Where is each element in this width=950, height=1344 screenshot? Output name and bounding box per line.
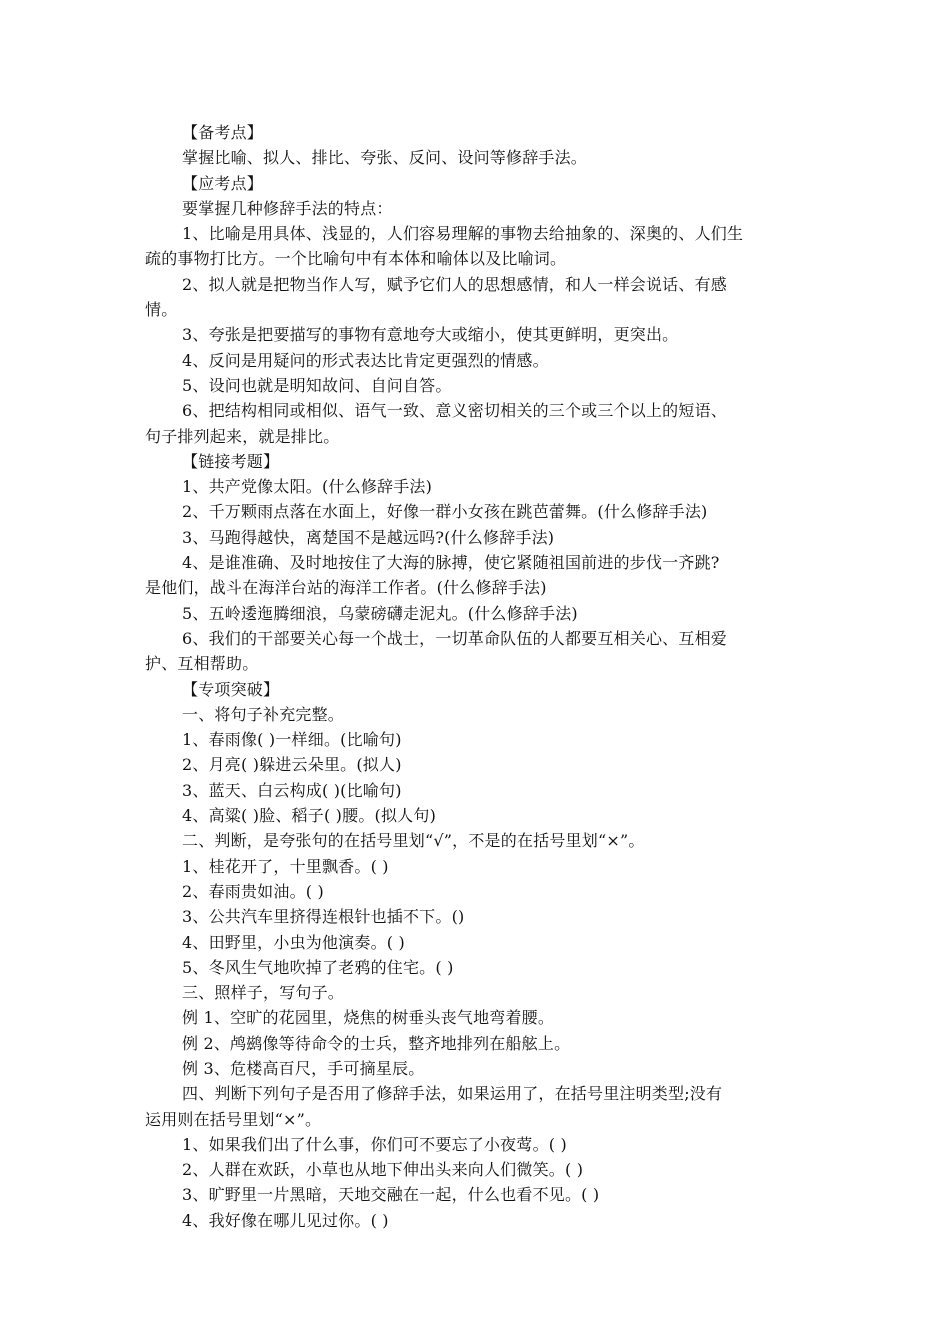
exercise-item: 4、我好像在哪儿见过你。( ) xyxy=(182,1210,389,1230)
exercise-item: 2、人群在欢跃，小草也从地下伸出头来向人们微笑。( ) xyxy=(182,1160,584,1180)
section-heading-lianjiekaoti: 【链接考题】 xyxy=(182,451,280,471)
exercise-heading: 一、将句子补充完整。 xyxy=(182,704,345,724)
exercise-item: 3、蓝天、白云构成( )(比喻句) xyxy=(182,780,402,800)
list-item-continuation: 句子排列起来，就是排比。 xyxy=(145,426,340,446)
list-item-continuation: 疏的事物打比方。一个比喻句中有本体和喻体以及比喻词。 xyxy=(145,249,567,269)
exercise-item: 3、旷野里一片黑暗，天地交融在一起，什么也看不见。( ) xyxy=(182,1185,600,1205)
list-item: 5、设问也就是明知故问、自问自答。 xyxy=(182,375,452,395)
question-item-continuation: 护、互相帮助。 xyxy=(145,654,259,674)
paragraph: 要掌握几种修辞手法的特点： xyxy=(182,198,393,218)
list-item: 4、反问是用疑问的形式表达比肯定更强烈的情感。 xyxy=(182,350,549,370)
question-item: 6、我们的干部要关心每一个战士，一切革命队伍的人都要互相关心、互相爱 xyxy=(182,628,727,648)
list-item: 6、把结构相同或相似、语气一致、意义密切相关的三个或三个以上的短语、 xyxy=(182,401,727,421)
exercise-item: 4、田野里，小虫为他演奏。( ) xyxy=(182,932,405,952)
example-item: 例 2、鸬鹚像等待命令的士兵，整齐地排列在船舷上。 xyxy=(182,1033,571,1053)
list-item: 3、夸张是把要描写的事物有意地夸大或缩小，使其更鲜明，更突出。 xyxy=(182,325,679,345)
question-item-continuation: 是他们，战斗在海洋台站的海洋工作者。(什么修辞手法) xyxy=(145,578,547,598)
list-item-continuation: 情。 xyxy=(145,300,178,320)
paragraph: 掌握比喻、拟人、排比、夸张、反问、设问等修辞手法。 xyxy=(182,148,588,168)
exercise-heading: 四、判断下列句子是否用了修辞手法，如果运用了，在括号里注明类型;没有 xyxy=(182,1084,723,1104)
question-item: 5、五岭逶迤腾细浪，乌蒙磅礴走泥丸。(什么修辞手法) xyxy=(182,603,578,623)
question-item: 2、千万颗雨点落在水面上，好像一群小女孩在跳芭蕾舞。(什么修辞手法) xyxy=(182,502,708,522)
example-item: 例 3、危楼高百尺，手可摘星辰。 xyxy=(182,1058,425,1078)
exercise-item: 1、如果我们出了什么事，你们可不要忘了小夜莺。( ) xyxy=(182,1134,567,1154)
section-heading-zhuanxiangtupo: 【专项突破】 xyxy=(182,679,280,699)
exercise-item: 1、桂花开了，十里飘香。( ) xyxy=(182,856,389,876)
exercise-item: 4、高粱( )脸、稻子( )腰。(拟人句) xyxy=(182,806,437,826)
exercise-heading-continuation: 运用则在括号里划“×”。 xyxy=(145,1109,322,1129)
question-item: 1、共产党像太阳。(什么修辞手法) xyxy=(182,477,433,497)
list-item: 1、比喻是用具体、浅显的，人们容易理解的事物去给抽象的、深奥的、人们生 xyxy=(182,224,744,244)
exercise-item: 5、冬风生气地吹掉了老鸦的住宅。( ) xyxy=(182,957,454,977)
exercise-heading: 三、照样子，写句子。 xyxy=(182,983,345,1003)
section-heading-beikaodian: 【备考点】 xyxy=(182,123,264,142)
document-body xyxy=(145,120,813,1233)
exercise-item: 3、公共汽车里挤得连根针也插不下。() xyxy=(182,907,465,927)
section-heading-yingkaodian: 【应考点】 xyxy=(182,173,264,193)
exercise-heading: 二、判断，是夸张句的在括号里划“√”，不是的在括号里划“×”。 xyxy=(182,831,645,851)
exercise-item: 2、春雨贵如油。( ) xyxy=(182,881,324,901)
exercise-item: 1、春雨像( )一样细。(比喻句) xyxy=(182,730,402,750)
exercise-item: 2、月亮( )躲进云朵里。(拟人) xyxy=(182,755,402,775)
example-item: 例 1、空旷的花园里，烧焦的树垂头丧气地弯着腰。 xyxy=(182,1008,555,1028)
question-item: 4、是谁准确、及时地按住了大海的脉搏，使它紧随祖国前进的步伐一齐跳? xyxy=(182,553,720,573)
list-item: 2、拟人就是把物当作人写，赋予它们人的思想感情，和人一样会说话、有感 xyxy=(182,274,727,294)
question-item: 3、马跑得越快，离楚国不是越远吗?(什么修辞手法) xyxy=(182,527,555,547)
